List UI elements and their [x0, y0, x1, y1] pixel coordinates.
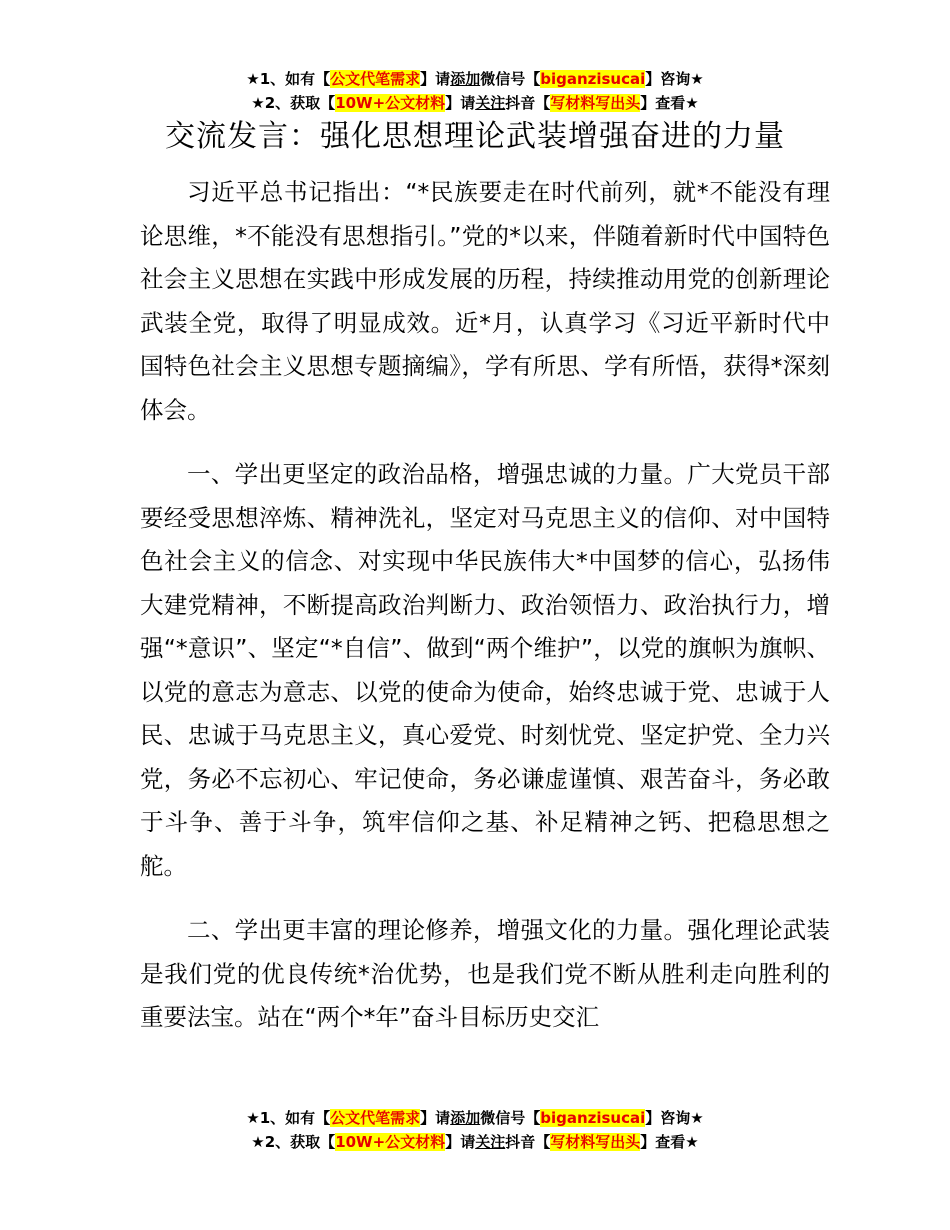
banner-text: 】查看★	[640, 1133, 699, 1151]
header-banner	[0, 67, 950, 115]
highlight-wechat-id: biganzisucai	[540, 70, 646, 88]
highlight-service: 公文代笔需求	[330, 1109, 421, 1127]
banner-line-2	[0, 91, 950, 115]
document-body	[140, 171, 830, 1061]
highlight-douyin-account: 写材料写出头	[550, 94, 641, 112]
highlight-douyin-account: 写材料写出头	[550, 1133, 641, 1151]
banner-text: 】咨询★	[645, 1109, 704, 1127]
banner-text: 】请	[420, 1109, 451, 1127]
banner-text: ★1、如有【	[246, 70, 331, 88]
banner-text: 】请	[420, 70, 451, 88]
banner-line-2	[0, 1130, 950, 1154]
highlight-materials: 10W+公文材料	[335, 94, 446, 112]
emphasis-text: 添加	[450, 70, 481, 88]
banner-text: ★1、如有【	[246, 1109, 331, 1127]
banner-line-1	[0, 1106, 950, 1130]
paragraph-section-1: 一、学出更坚定的政治品格，增强忠诚的力量。广大党员干部要经受思想淬炼、精神洗礼，坚定对马克思主义的信仰、对中国特色社会主义的信念、对实现中华民族伟大*中国梦的信心，弘扬伟大建党精神，不断提高政治判断力、政治领悟力、政治执行力，增强“*意识”、坚定“*自信”、做到“两个维护”，以党的旗帜为旗帜、以党的意志为意志、以党的使命为使命，始终忠诚于党、忠诚于人民、忠诚于马克思主义，真心爱党、时刻忧党、坚定护党、全力兴党，务必不忘初心、牢记使命，务必谦虚谨慎、艰苦奋斗，务必敢于斗争、善于斗争，筑牢信仰之基、补足精神之钙、把稳思想之舵。	[140, 460, 830, 880]
highlight-materials: 10W+公文材料	[335, 1133, 446, 1151]
banner-text: 】请	[445, 94, 476, 112]
highlight-wechat-id: biganzisucai	[540, 1109, 646, 1127]
banner-line-1	[0, 67, 950, 91]
footer-banner	[0, 1106, 950, 1154]
highlight-service: 公文代笔需求	[330, 70, 421, 88]
banner-text: 】咨询★	[645, 70, 704, 88]
banner-text: 微信号【	[480, 70, 541, 88]
banner-text: 抖音【	[505, 1133, 551, 1151]
paragraph-intro: 习近平总书记指出：“*民族要走在时代前列，就*不能没有理论思维，*不能没有思想指引。”党的*以来，伴随着新时代中国特色社会主义思想在实践中形成发展的历程，持续推动用党的创新理论武装全党，取得了明显成效。近*月，认真学习《习近平新时代中国特色社会主义思想专题摘编》，学有所思、学有所悟，获得*深刻体会。	[140, 178, 830, 424]
banner-text: ★2、获取【	[251, 1133, 336, 1151]
document-title: 交流发言：强化思想理论武装增强奋进的力量	[165, 119, 785, 154]
banner-text: ★2、获取【	[251, 94, 336, 112]
paragraph-section-2: 二、学出更丰富的理论修养，增强文化的力量。强化理论武装是我们党的优良传统*治优势，也是我们党不断从胜利走向胜利的重要法宝。站在“两个*年”奋斗目标历史交汇	[140, 916, 830, 1031]
emphasis-text: 添加	[450, 1109, 481, 1127]
banner-text: 抖音【	[505, 94, 551, 112]
emphasis-text: 关注	[475, 1133, 506, 1151]
banner-text: 】查看★	[640, 94, 699, 112]
emphasis-text: 关注	[475, 94, 506, 112]
banner-text: 】请	[445, 1133, 476, 1151]
banner-text: 微信号【	[480, 1109, 541, 1127]
